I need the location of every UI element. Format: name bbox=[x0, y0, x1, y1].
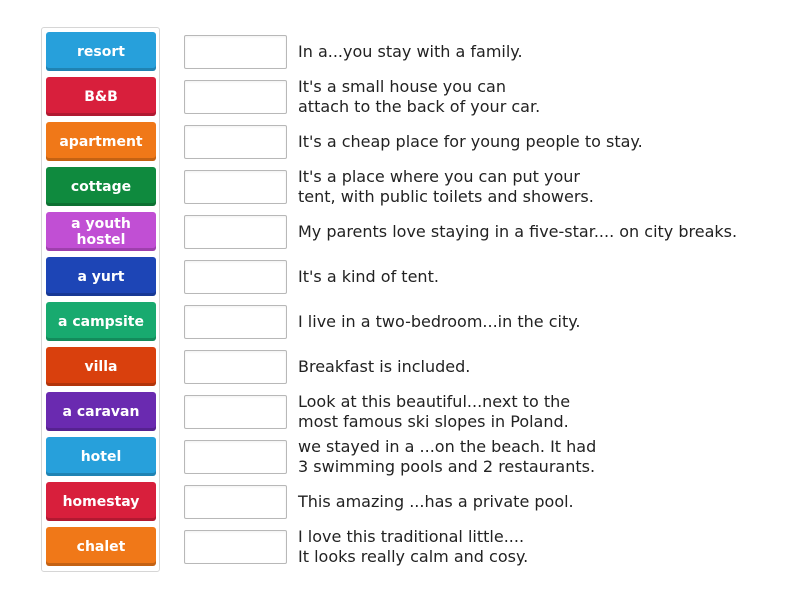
answer-tile[interactable]: resort bbox=[46, 32, 156, 71]
clue-text: I live in a two-bedroom...in the city. bbox=[298, 312, 581, 331]
answer-tile[interactable]: B&B bbox=[46, 77, 156, 116]
answer-tile[interactable]: chalet bbox=[46, 527, 156, 566]
answer-tile[interactable]: a yurt bbox=[46, 257, 156, 296]
clue-text: It's a cheap place for young people to stay. bbox=[298, 132, 643, 151]
answer-drop-slot[interactable] bbox=[184, 80, 287, 114]
clue-text: Look at this beautiful...next to the most famous ski slopes in Poland. bbox=[298, 392, 571, 431]
answer-tile[interactable]: cottage bbox=[46, 167, 156, 206]
clue-text: I love this traditional little.... It looks really calm and cosy. bbox=[298, 527, 529, 566]
answer-tile[interactable]: apartment bbox=[46, 122, 156, 161]
clue-text: It's a small house you can attach to the back of your car. bbox=[298, 77, 541, 116]
clue-text: Breakfast is included. bbox=[298, 357, 471, 376]
answer-tile[interactable]: homestay bbox=[46, 482, 156, 521]
answer-drop-slot[interactable] bbox=[184, 125, 287, 159]
answer-drop-slot[interactable] bbox=[184, 530, 287, 564]
answer-drop-slot[interactable] bbox=[184, 215, 287, 249]
answer-drop-slot[interactable] bbox=[184, 485, 287, 519]
answer-drop-slot[interactable] bbox=[184, 260, 287, 294]
clue-text: It's a place where you can put your tent, with public toilets and showers. bbox=[298, 167, 594, 206]
answer-tile[interactable]: hotel bbox=[46, 437, 156, 476]
answer-drop-slot[interactable] bbox=[184, 170, 287, 204]
answer-drop-slot[interactable] bbox=[184, 395, 287, 429]
clue-text: This amazing ...has a private pool. bbox=[298, 492, 574, 511]
answer-drop-slot[interactable] bbox=[184, 350, 287, 384]
answer-tile[interactable]: villa bbox=[46, 347, 156, 386]
answer-drop-slot[interactable] bbox=[184, 440, 287, 474]
clue-text: In a...you stay with a family. bbox=[298, 42, 523, 61]
clue-text: It's a kind of tent. bbox=[298, 267, 439, 286]
answer-tile[interactable]: a campsite bbox=[46, 302, 156, 341]
answer-tile[interactable]: a caravan bbox=[46, 392, 156, 431]
clue-text: we stayed in a ...on the beach. It had 3 swimming pools and 2 restaurants. bbox=[298, 437, 597, 476]
answer-tile[interactable]: a youth hostel bbox=[46, 212, 156, 251]
answer-drop-slot[interactable] bbox=[184, 35, 287, 69]
answer-drop-slot[interactable] bbox=[184, 305, 287, 339]
clue-text: My parents love staying in a five-star.... on city breaks. bbox=[298, 222, 738, 241]
